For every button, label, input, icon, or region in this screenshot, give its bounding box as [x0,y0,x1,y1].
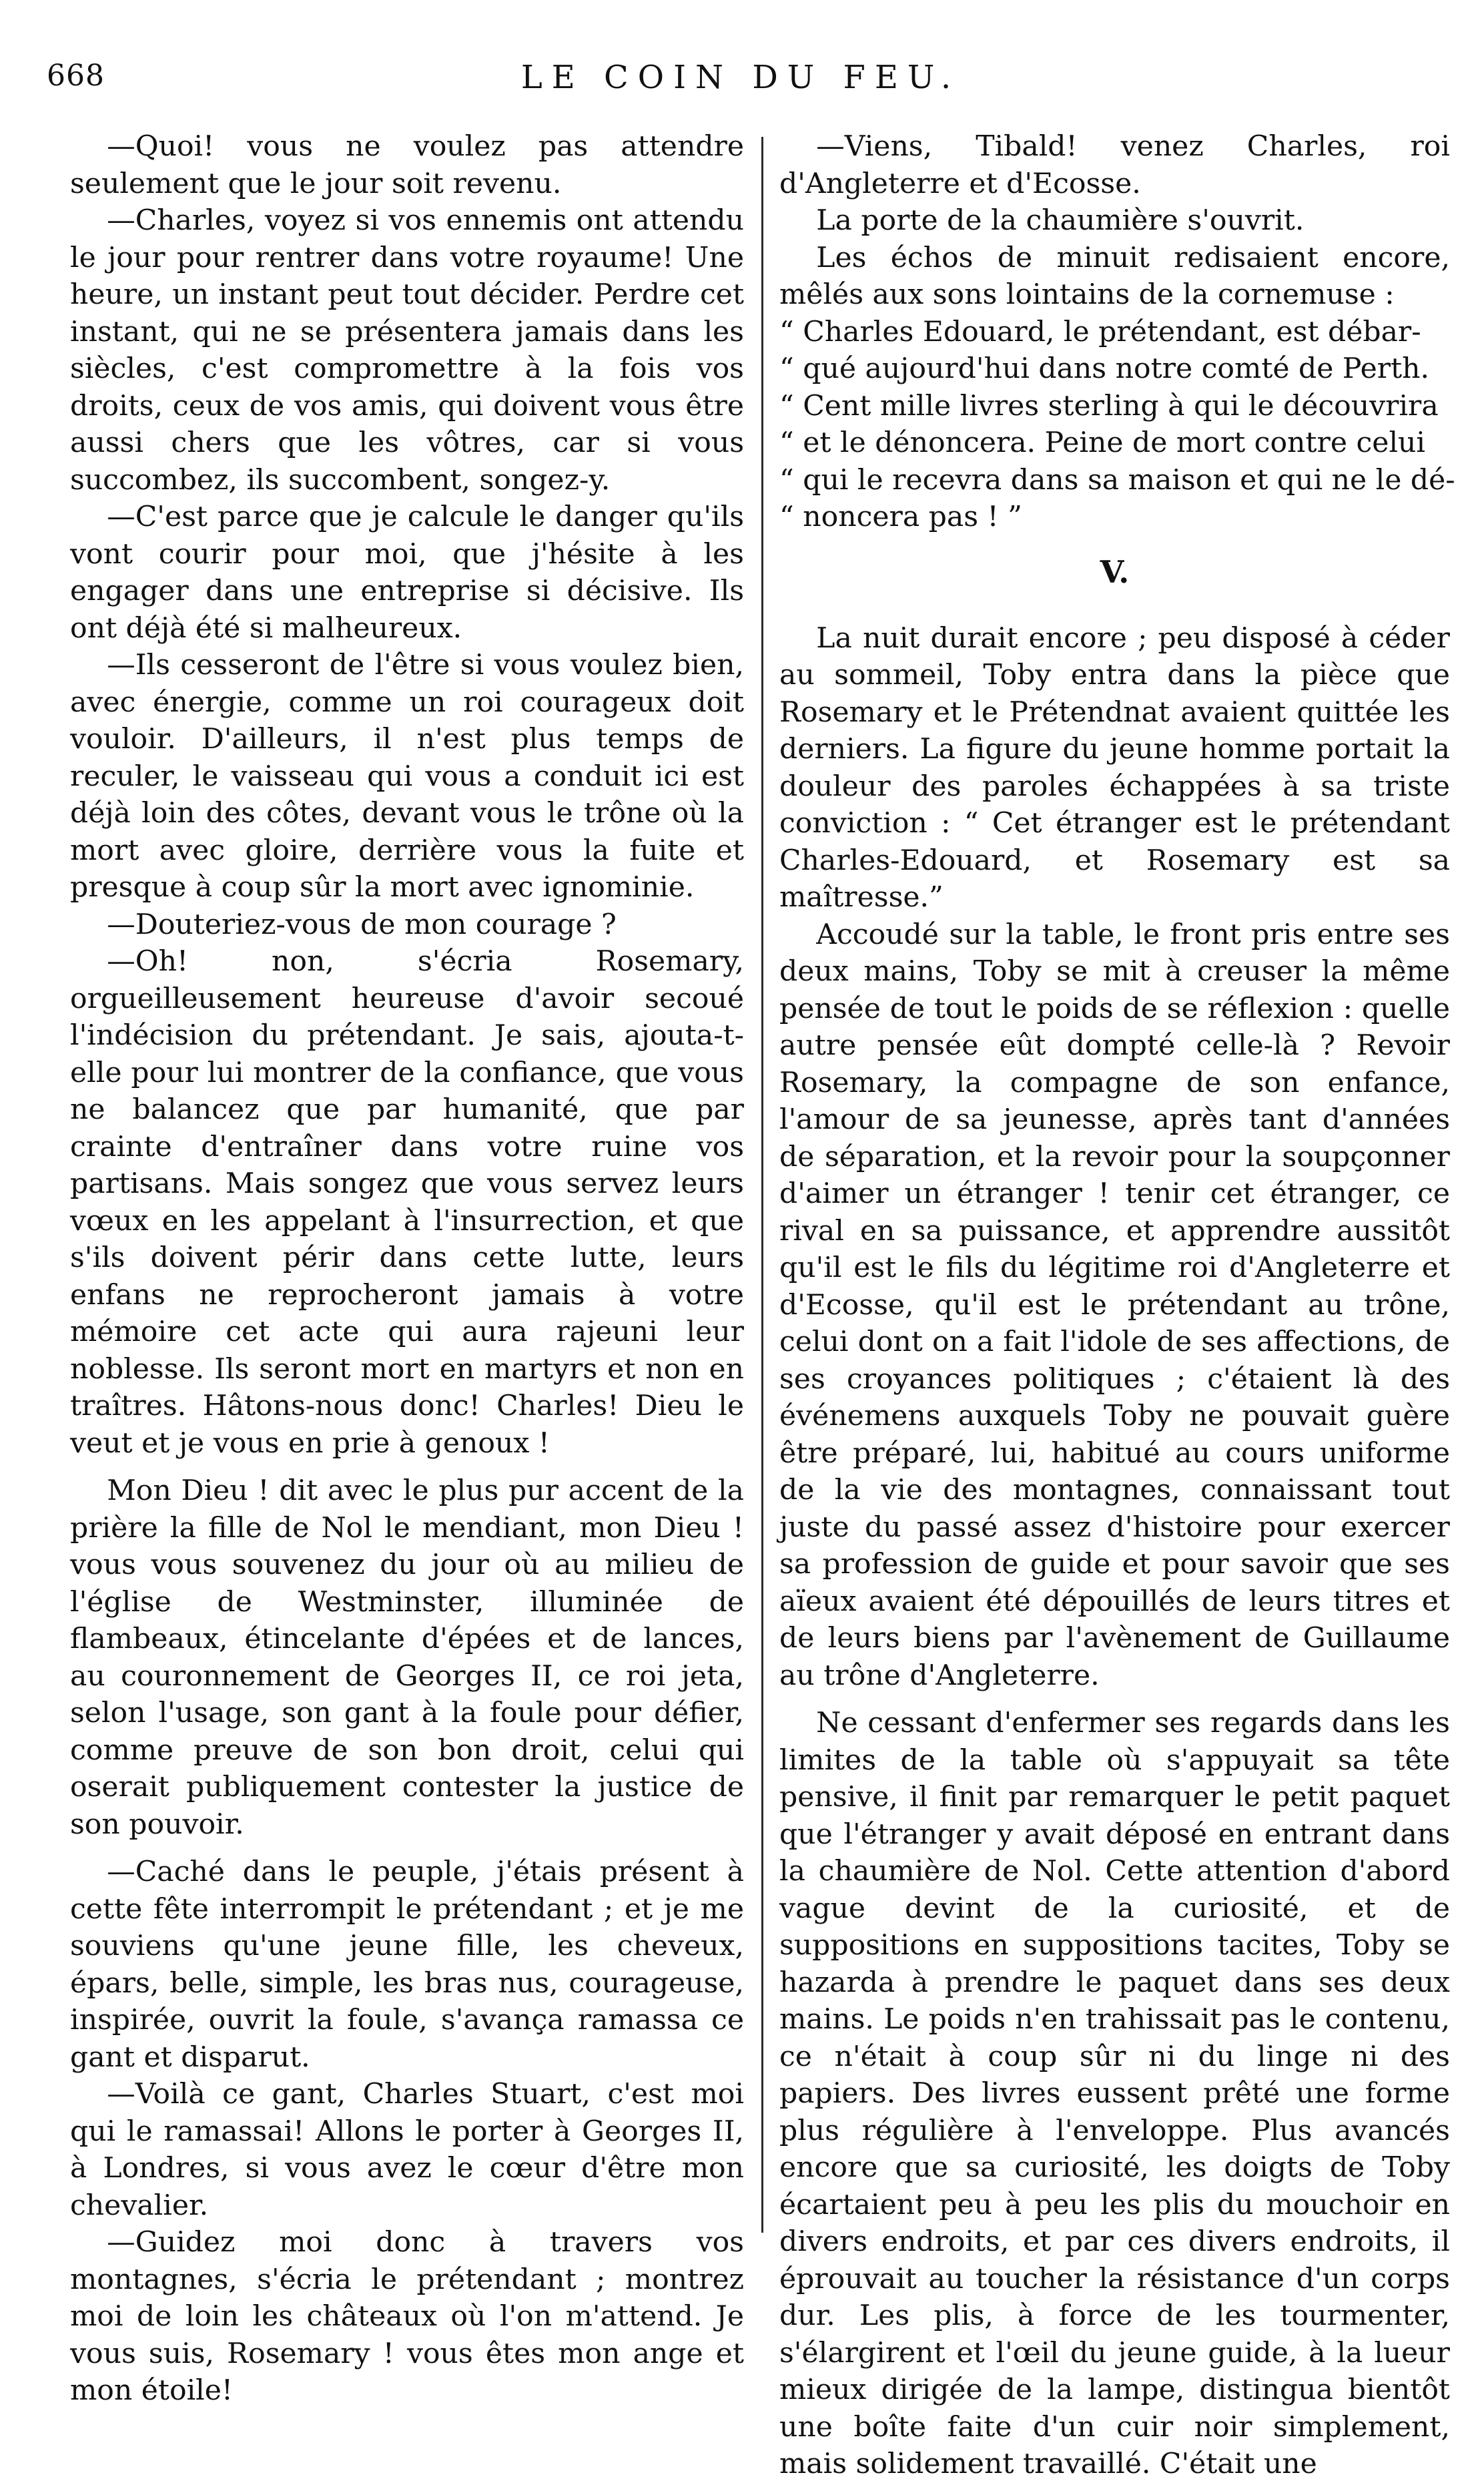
paragraph: —Oh! non, s'écria Rosemary, orgueilleusement heureuse d'avoir secoué l'indécision du prétendant. Je sais, ajouta-t-elle pour lui montrer de la confiance, que vous ne balancez que par humanité, que par crainte d'entraîner dans votre ruine vos partisans. Mais songez que vous servez leurs vœux en les appelant à l'insurrection, et que s'ils doivent périr dans cette lutte, leurs enfans ne reprocheront jamais à votre mémoire cet acte qui aura rajeuni leur noblesse. Ils seront mort en martyrs et non en traîtres. Hâtons-nous donc! Charles! Dieu le veut et je vous en prie à genoux ! [70,945,744,1460]
quote-line: “ qué aujourd'hui dans notre comté de Perth. [779,352,1430,385]
paragraph: —Quoi! vous ne voulez pas attendre seulement que le jour soit revenu. [70,130,744,200]
paragraph: —Caché dans le peuple, j'étais présent à cette fête interrompit le prétendant ; et je me souviens qu'une jeune fille, les cheveux, épars, belle, simple, les bras nus, courageuse, inspirée, ouvrit la foule, s'avança ramassa ce gant et disparut. [70,1856,744,2074]
left-column [70,128,744,2407]
quote-line: “ noncera pas ! ” [779,501,1022,533]
paragraph: —Viens, Tibald! venez Charles, roi d'Angleterre et d'Ecosse. [779,130,1450,200]
section-heading: V. [1100,553,1130,590]
right-column [779,128,1455,2480]
proclamation-quote [779,314,1455,536]
page-number: 668 [47,59,105,93]
running-head: LE COIN DU FEU. [520,59,961,96]
paragraph: Ne cessant d'enfermer ses regards dans les limites de la table où s'appuyait sa tête pensive, il finit par remarquer le petit paquet que l'étranger y avait déposé en entrant dans la chaumière de Nol. Cette attention d'abord vague devint de la curiosité, et de suppositions en suppositions tacites, Toby se hazarda à prendre le paquet dans ses deux mains. Le poids n'en trahissait pas le contenu, ce n'était à coup sûr ni du linge ni des papiers. Des livres eussent prêté une forme plus régulière à l'enveloppe. Plus avancés encore que sa curiosité, les doigts de Toby écartaient peu à peu les plis du mouchoir en divers endroits, et par ces divers endroits, il éprouvait au toucher la résistance d'un corps dur. Les plis, à force de les tourmenter, s'élargirent et l'œil du jeune guide, à la lueur mieux dirigée de la lampe, distingua bientôt une boîte faite d'un cuir noir simplement, mais solidement travaillé. C'était une [779,1707,1450,2480]
quote-line: “ qui le recevra dans sa maison et qui ne le dé- [779,463,1455,497]
paragraph: —Ils cesseront de l'être si vous voulez bien, avec énergie, comme un roi courageux doit vouloir. D'ailleurs, il n'est plus temps de reculer, le vaisseau qui vous a conduit ici est déjà loin des côtes, devant vous le trône où la mort avec gloire, derrière vous la fuite et presque à coup sûr la mort avec ignominie. [70,649,744,904]
column-divider [761,137,763,2233]
paragraph: La nuit durait encore ; peu disposé à céder au sommeil, Toby entra dans la pièce que Rosemary et le Prétendnat avaient quittée les derniers. La figure du jeune homme portait la douleur des paroles échappées à sa triste conviction : “ Cet étranger est le prétendant Charles-Edouard, et Rosemary est sa maîtresse.” [779,621,1450,914]
paragraph: —C'est parce que je calcule le danger qu'ils vont courir pour moi, que j'hésite à les engager dans une entreprise si décisive. Ils ont déjà été si malheureux. [70,501,744,645]
paragraph: Mon Dieu ! dit avec le plus pur accent de la prière la fille de Nol le mendiant, mon Dieu ! vous vous souvenez du jour où au milieu de l'église de Westminster, illuminée de flambeaux, étincelante d'épées et de lances, au couronnement de Georges II, ce roi jeta, selon l'usage, son gant à la foule pour défier, comme preuve de son bon droit, celui qui oserait publiquement contester la justice de son pouvoir. [70,1474,744,1841]
paragraph: Accoudé sur la table, le front pris entre ses deux mains, Toby se mit à creuser la même pensée de tout le poids de se réflexion : quelle autre pensée eût dompté celle-là ? Revoir Rosemary, la compagne de son enfance, l'amour de sa jeunesse, après tant d'années de séparation, et la revoir pour la soupçonner d'aimer un étranger ! tenir cet étranger, ce rival en sa puissance, et apprendre aussitôt qu'il est le fils du légitime roi d'Angleterre et d'Ecosse, qu'il est le prétendant au trône, celui dont on a fait l'idole de ses affections, de ses croyances politiques ; c'étaient là des événemens auxquels Toby ne pouvait guère être préparé, lui, habitué au cours uniforme de la vie des montagnes, connaissant tout juste du passé assez d'histoire pour exercer sa profession de guide et pour savoir que ses aïeux avaient été dépouillés de leurs titres et de leurs biens par l'avènement de Guillaume au trône d'Angleterre. [779,918,1450,1692]
paragraph: —Voilà ce gant, Charles Stuart, c'est moi qui le ramassai! Allons le porter à Georges II, à Londres, si vous avez le cœur d'être mon chevalier. [70,2078,744,2222]
page-header [47,59,1435,119]
paragraph: —Charles, voyez si vos ennemis ont attendu le jour pour rentrer dans votre royaume! Une heure, un instant peut tout décider. Perdre cet instant, qui ne se présentera jamais dans les siècles, c'est compromettre à la fois vos droits, ceux de vos amis, qui doivent vous être aussi chers que les vôtres, car si vous succombez, ils succombent, songez-y. [70,204,744,497]
paragraph: —Guidez moi donc à travers vos montagnes, s'écria le prétendant ; montrez moi de loin les châteaux où l'on m'attend. Je vous suis, Rosemary ! vous êtes mon ange et mon étoile! [70,2226,744,2407]
paragraph: La porte de la chaumière s'ouvrit. [816,204,1305,237]
paragraph: Les échos de minuit redisaient encore, mêlés aux sons lointains de la cornemuse : [779,241,1450,311]
quote-line: “ et le dénoncera. Peine de mort contre celui [779,427,1425,459]
quote-line: “ Cent mille livres sterling à qui le découvrira [779,389,1439,423]
quote-line: “ Charles Edouard, le prétendant, est débar- [779,315,1421,348]
paragraph: —Douteriez-vous de mon courage ? [107,908,617,941]
